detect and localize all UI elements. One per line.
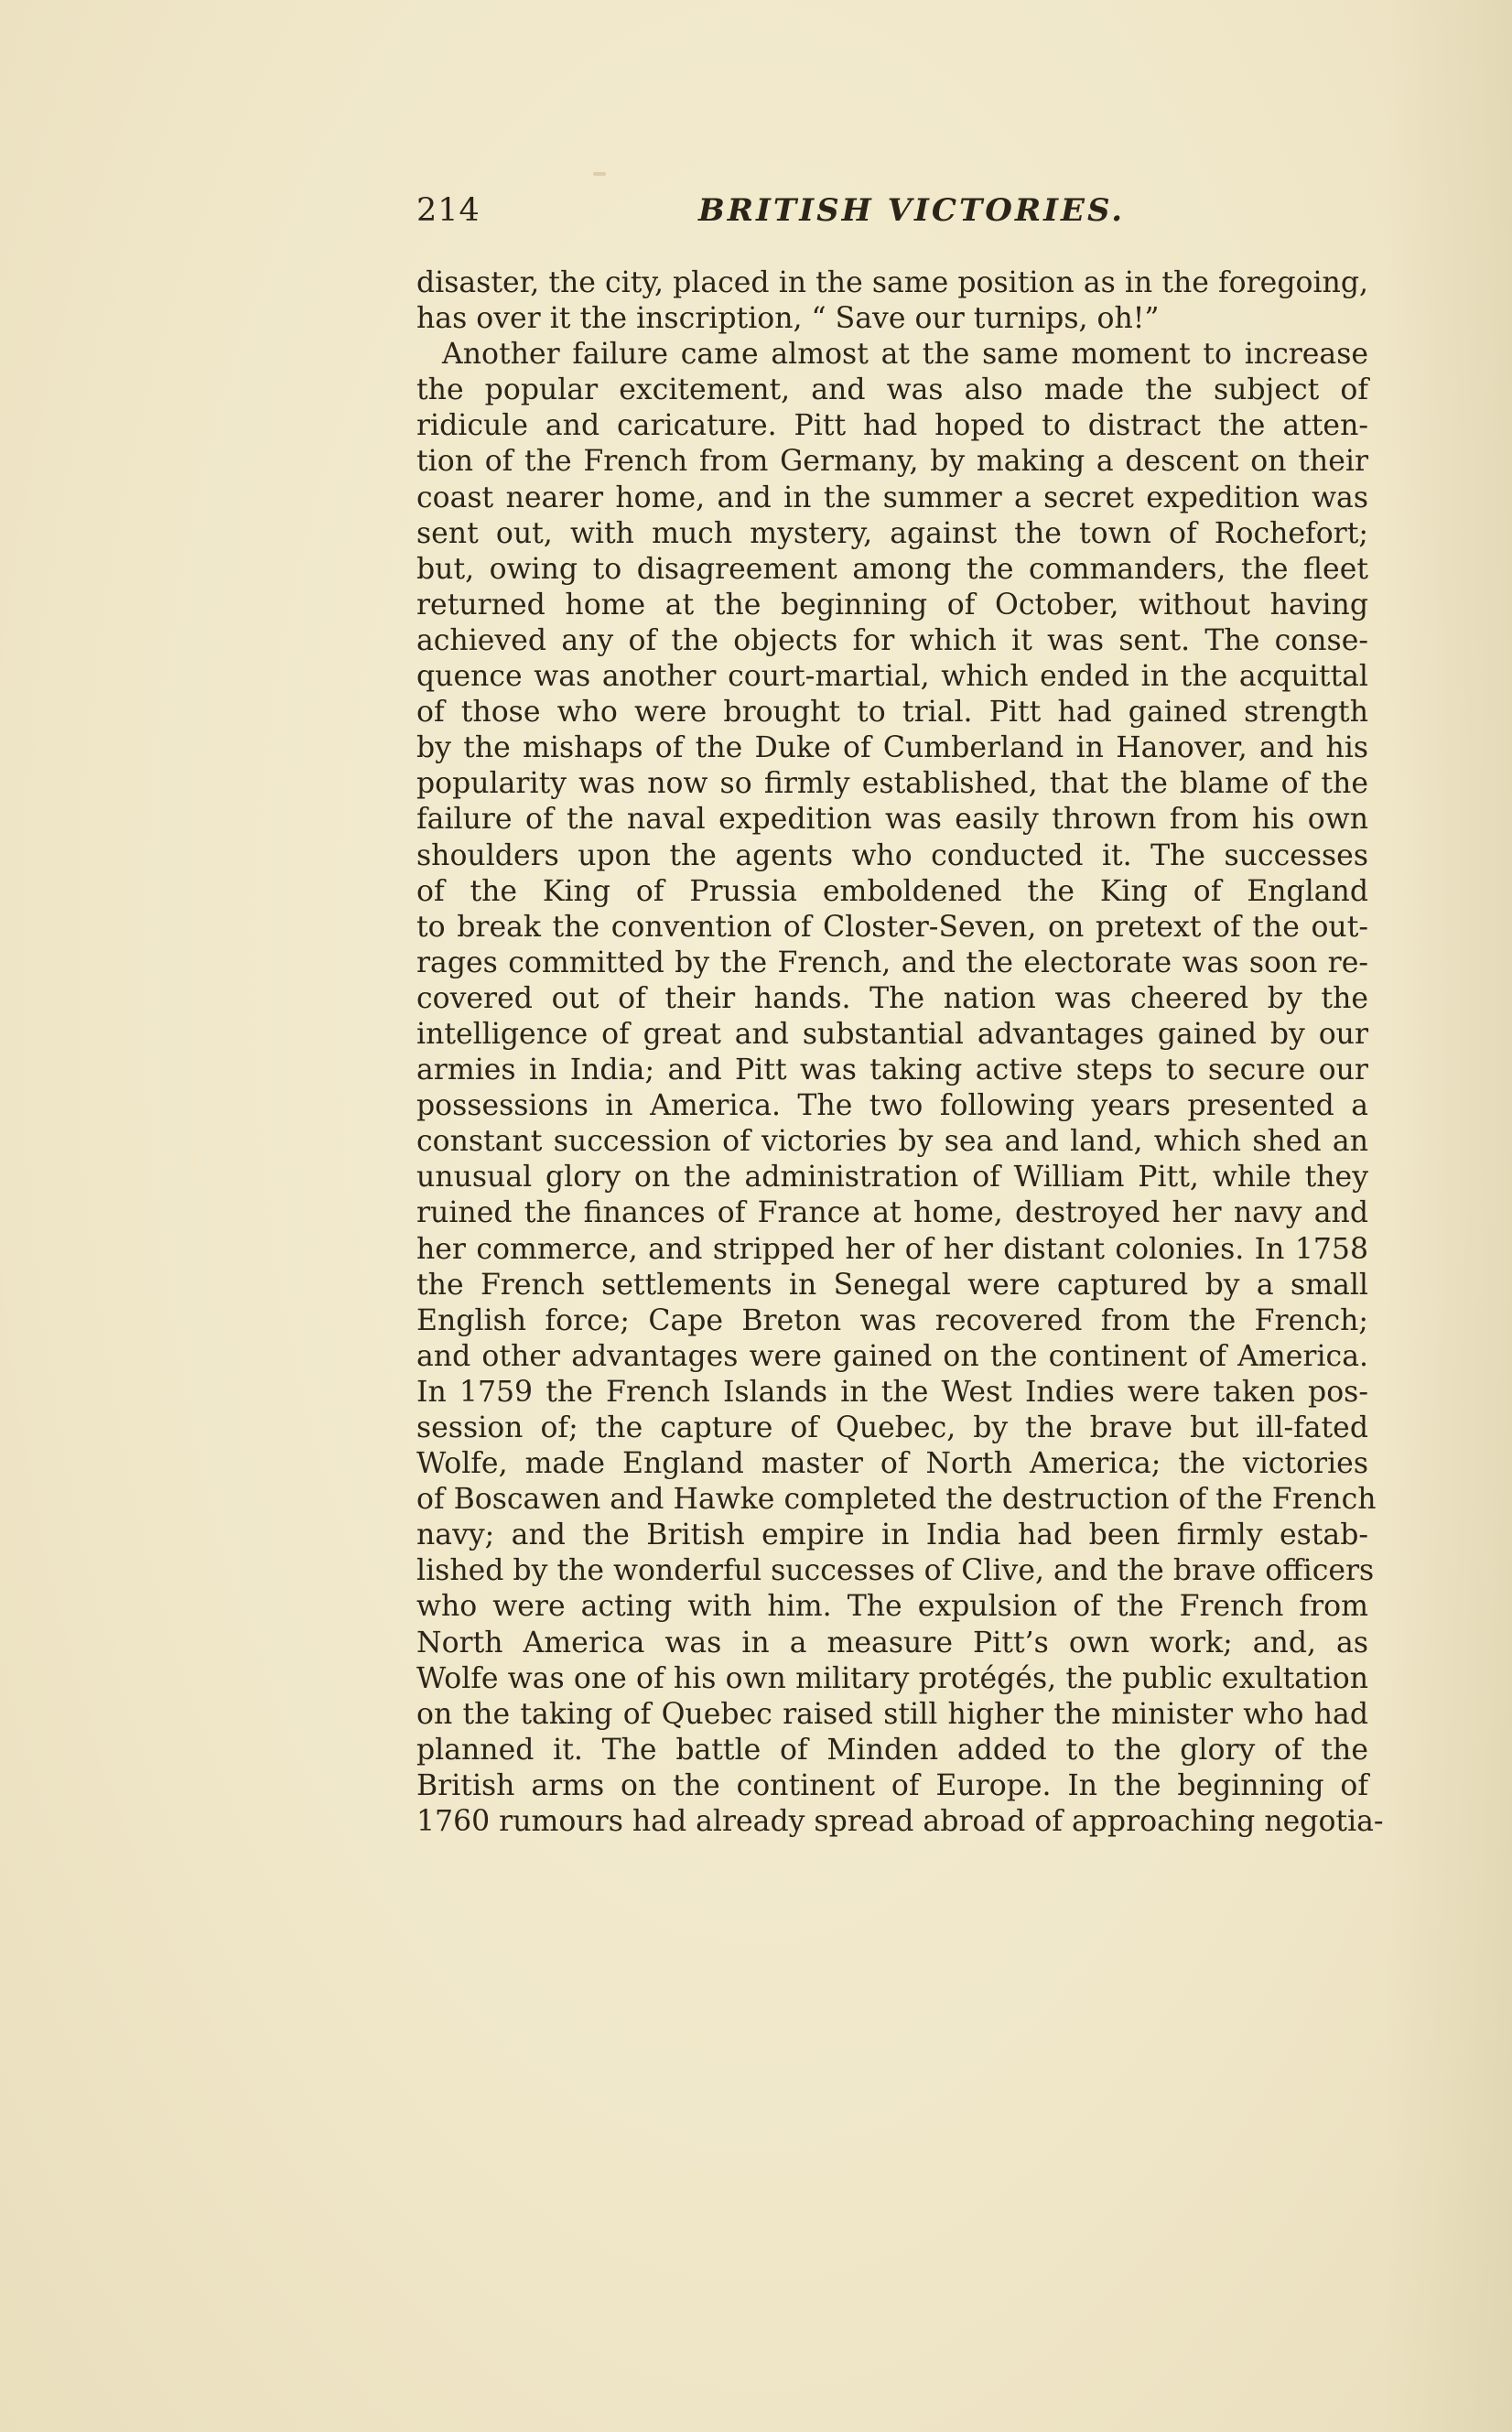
- text-line: coast nearer home, and in the summer a secret expedition was: [416, 481, 1368, 514]
- text-line: failure of the naval expedition was easily thrown from his own: [416, 803, 1368, 837]
- text-line: has over it the inscription, “ Save our turnips, oh!”: [416, 302, 1160, 336]
- text-line: armies in India; and Pitt was taking active steps to secure our: [416, 1054, 1368, 1087]
- text-line: quence was another court-martial, which ended in the acquittal: [416, 660, 1368, 694]
- text-line: rages committed by the French, and the electorate was soon re-: [416, 946, 1368, 979]
- text-line: the French settlements in Senegal were captured by a small: [416, 1268, 1368, 1302]
- text-line: planned it. The battle of Minden added to the glory of the: [416, 1733, 1368, 1767]
- text-line: session of; the capture of Quebec, by the brave but ill-fated: [416, 1411, 1368, 1444]
- text-line: In 1759 the French Islands in the West Indies were taken pos-: [416, 1375, 1368, 1409]
- text-line: on the taking of Quebec raised still higher the minister who had: [416, 1697, 1368, 1731]
- text-line: of those who were brought to trial. Pitt had gained strength: [416, 696, 1368, 730]
- text-line: Wolfe was one of his own military protégés, the public exultation: [416, 1661, 1368, 1695]
- text-line: sent out, with much mystery, against the town of Rochefort;: [416, 516, 1368, 550]
- text-line: achieved any of the objects for which it was sent. The conse-: [416, 623, 1368, 657]
- text-line: popularity was now so firmly established, that the blame of the: [416, 767, 1368, 801]
- text-line: Another failure came almost at the same moment to increase: [442, 338, 1368, 372]
- text-line: and other advantages were gained on the continent of America.: [416, 1339, 1368, 1373]
- scan-mark: [593, 172, 606, 176]
- text-line: English force; Cape Breton was recovered from the French;: [416, 1303, 1368, 1337]
- text-line: navy; and the British empire in India had been firmly estab-: [416, 1519, 1368, 1552]
- text-line: 1760 rumours had already spread abroad of approaching negotia-: [416, 1805, 1384, 1839]
- text-line: returned home at the beginning of October, without having: [416, 588, 1368, 622]
- text-line: tion of the French from Germany, by making a descent on their: [416, 445, 1368, 479]
- body-text: [416, 265, 1384, 1840]
- text-line: the popular excitement, and was also made the subject of: [416, 373, 1368, 407]
- text-line: but, owing to disagreement among the commanders, the fleet: [416, 552, 1368, 586]
- running-header: [416, 192, 1368, 243]
- running-title: BRITISH VICTORIES.: [698, 192, 1126, 229]
- page-shading: [1384, 0, 1512, 2432]
- text-line: possessions in America. The two following years presented a: [416, 1089, 1368, 1123]
- text-line: disaster, the city, placed in the same position as in the foregoing,: [416, 266, 1368, 299]
- text-line: ruined the finances of France at home, destroyed her navy and: [416, 1196, 1368, 1230]
- text-line: by the mishaps of the Duke of Cumberland in Hanover, and his: [416, 731, 1368, 765]
- text-line: of Boscawen and Hawke completed the destruction of the French: [416, 1483, 1377, 1517]
- text-line: constant succession of victories by sea and land, which shed an: [416, 1125, 1368, 1159]
- text-line: ridicule and caricature. Pitt had hoped to distract the atten-: [416, 409, 1368, 443]
- text-line: to break the convention of Closter-Seven, on pretext of the out-: [416, 910, 1368, 944]
- text-line: intelligence of great and substantial advantages gained by our: [416, 1017, 1368, 1051]
- page-number: 214: [416, 192, 481, 229]
- text-line: who were acting with him. The expulsion of the French from: [416, 1590, 1368, 1624]
- text-line: British arms on the continent of Europe. In the beginning of: [416, 1768, 1368, 1802]
- text-line: unusual glory on the administration of William Pitt, while they: [416, 1161, 1368, 1194]
- text-line: her commerce, and stripped her of her distant colonies. In 1758: [416, 1232, 1368, 1266]
- text-line: lished by the wonderful successes of Clive, and the brave officers: [416, 1554, 1375, 1588]
- text-line: of the King of Prussia emboldened the King of England: [416, 874, 1368, 908]
- text-line: covered out of their hands. The nation was cheered by the: [416, 981, 1368, 1015]
- text-line: North America was in a measure Pitt’s own work; and, as: [416, 1626, 1368, 1659]
- text-line: shoulders upon the agents who conducted it. The successes: [416, 838, 1368, 872]
- text-line: Wolfe, made England master of North America; the victories: [416, 1447, 1368, 1481]
